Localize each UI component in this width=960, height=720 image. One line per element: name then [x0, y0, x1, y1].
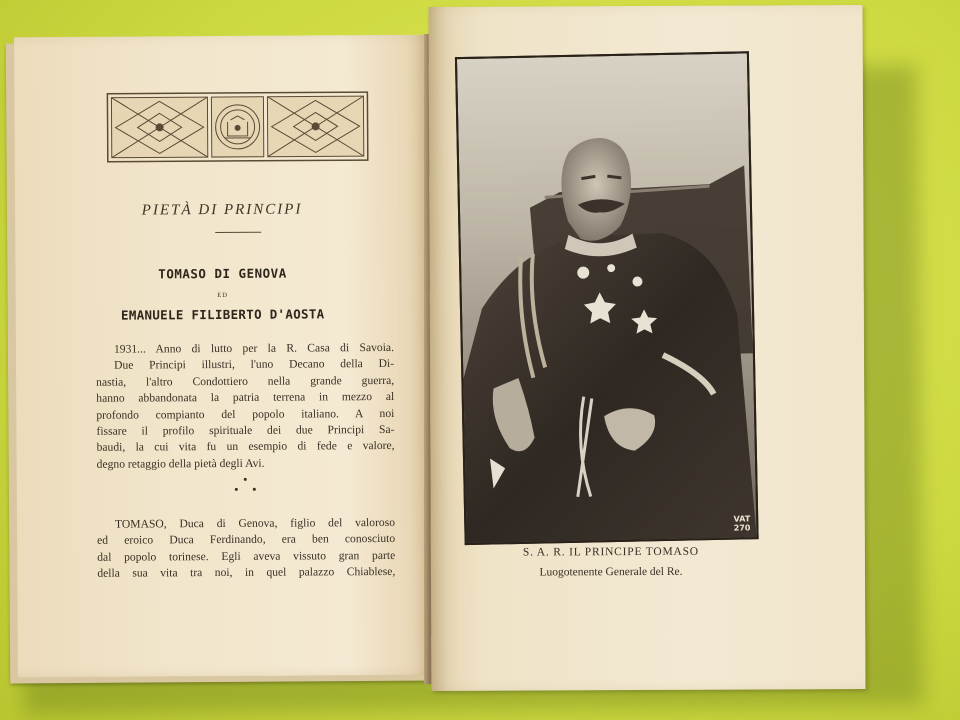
heading-tomaso: TOMASO DI GENOVA [158, 265, 287, 282]
text-line: 1931... Anno di lutto per la R. Casa di Savoia. [113, 340, 394, 356]
text-line: nastia, l'altro Condottiero nella grande guerra, [96, 373, 395, 389]
left-page [14, 35, 432, 678]
paragraph-intro [96, 340, 395, 473]
ornamental-header-band [106, 91, 368, 163]
text-line: TOMASO, Duca di Genova, figlio del valoroso [114, 515, 396, 531]
portrait-caption-subtitle: Luogotenente Generale del Re. [539, 565, 683, 579]
title-divider [215, 232, 261, 233]
text-line: profondo compianto del popolo italiano. A noi [96, 406, 395, 422]
heading-conjunction: ED [217, 291, 228, 300]
text-line: ed eroico Duca Ferdinando, era ben conosciuto [97, 532, 396, 548]
portrait-photograph [455, 51, 759, 545]
heading-emanuele: EMANUELE FILIBERTO D'AOSTA [120, 306, 325, 323]
plate-mark-number: 270 [733, 523, 751, 533]
text-line: baudi, la cui vita fu un esempio di fede e valore, [96, 439, 395, 455]
plate-mark-code: VAT [733, 514, 751, 524]
plate-mark [733, 514, 750, 532]
text-line: Due Principi illustri, l'uno Decano della Di- [114, 357, 395, 373]
text-line: dal popolo torinese. Egli aveva vissuto gran parte [97, 548, 396, 564]
section-title: PIETÀ DI PRINCIPI [141, 201, 303, 219]
portrait-caption-title: S. A. R. IL PRINCIPE TOMASO [522, 545, 699, 559]
right-page [429, 5, 866, 691]
text-line: fissare il profilo spirituale dei due Principi Sa- [96, 422, 395, 438]
text-line: degno retaggio della pietà degli Avi. [96, 456, 265, 471]
paragraph-tomaso [97, 515, 395, 582]
text-line: della sua vita tra noi, in quel palazzo Chiablese, [97, 565, 396, 580]
portrait-image [457, 53, 757, 543]
text-line: hanno abbandonata la patria terrena in mezzo al [96, 390, 395, 405]
asterism-separator [231, 478, 261, 498]
